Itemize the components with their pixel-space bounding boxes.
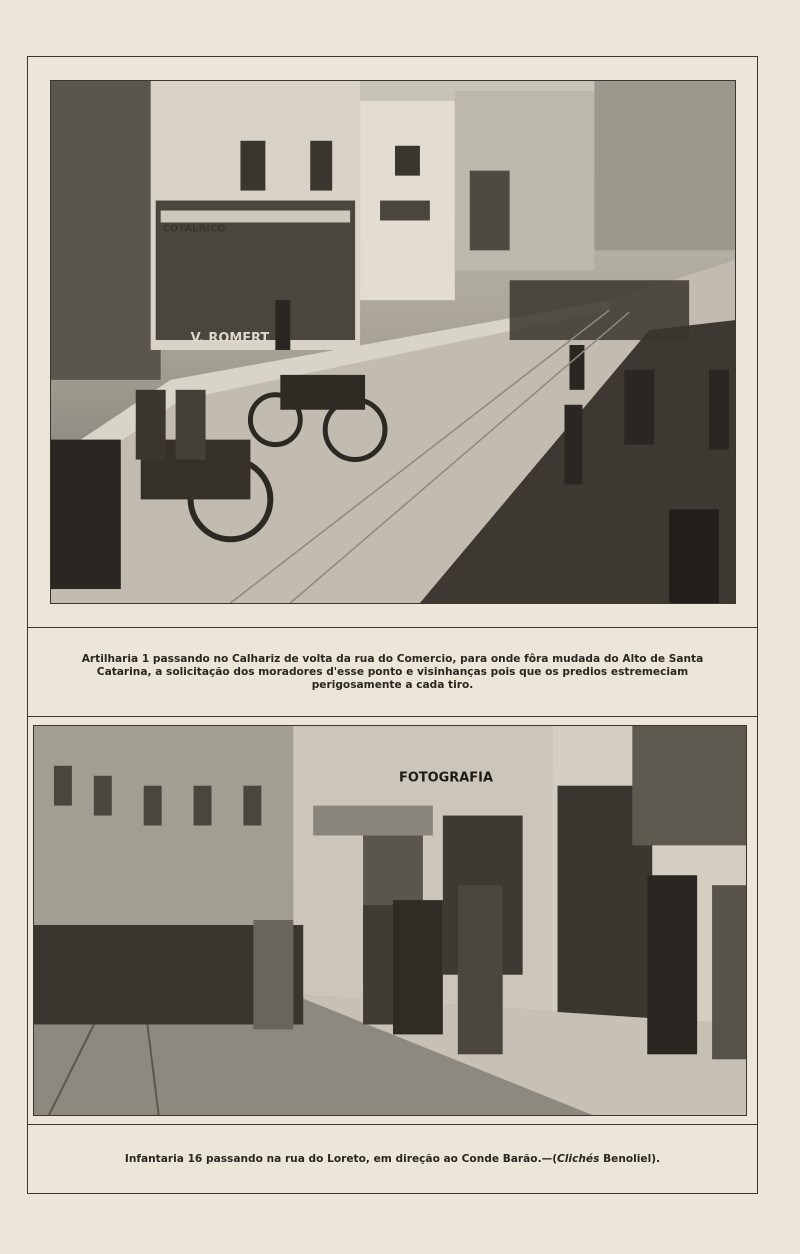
caption-infantry [125,1153,660,1166]
caption-infantry-author: Benoliel). [599,1152,661,1165]
photo-artillery [50,80,736,604]
caption-box-top [27,627,758,717]
caption-infantry-credit: Clichés [557,1152,600,1165]
fotografia-sign: FOTOGRAFIA [398,770,494,786]
caption-infantry-main: Infantaria 16 passando na rua do Loreto, em direção ao Conde Barão.—( [124,1152,558,1165]
shop-sign-text: V. ROMERT [190,331,270,346]
caption-artillery: Artilharia 1 passando no Calhariz de volta da rua do Comercio, para onde fôra mudada do Alto de Santa Catarina, a solicitação dos moradores d'esse ponto e visinhanças pois que os predios estremeciam perigosamente a cada tiro. [81,652,704,691]
photo-infantry [33,725,747,1116]
shop-fascia-text: COTALRICO [162,223,226,235]
caption-box-bottom [27,1124,758,1194]
